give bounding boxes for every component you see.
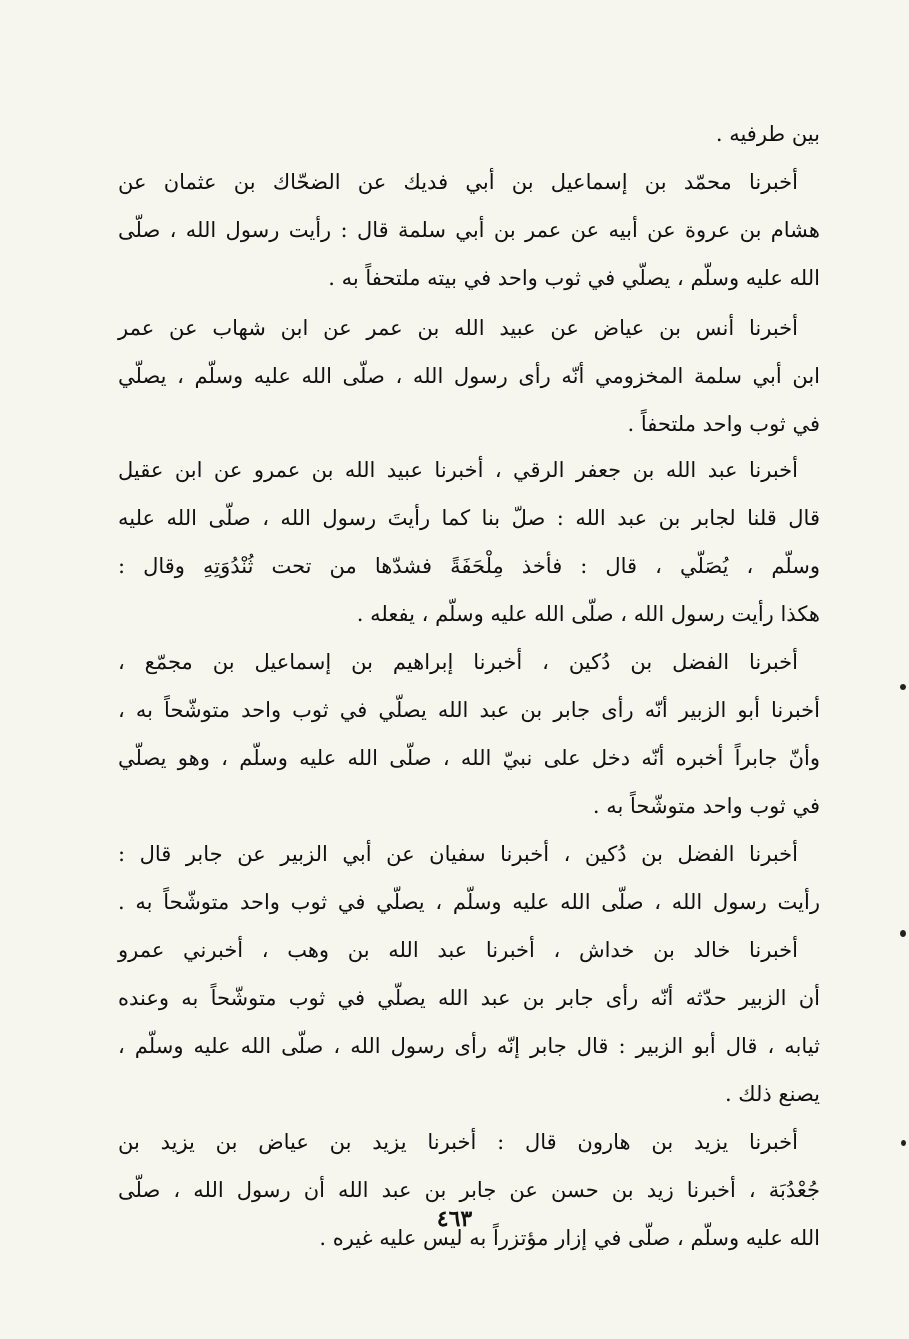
text-line: هشام بن عروة عن أبيه عن عمر بن أبي سلمة قال : رأيت رسول الله ، صلّى [118,218,820,242]
text-line: أخبرنا أنس بن عياض عن عبيد الله بن عمر عن ابن شهاب عن عمر [118,316,798,340]
text-line: هكذا رأيت رسول الله ، صلّى الله عليه وسلّم ، يفعله . [356,602,820,626]
text-line: قال قلنا لجابر بن عبد الله : صلّ بنا كما رأيتَ رسول الله ، صلّى الله عليه [118,506,820,530]
text-line: في ثوب واحد متوشّحاً به . [592,794,820,818]
text-line: الله عليه وسلّم ، يصلّي في ثوب واحد في بيته ملتحفاً به . [328,266,820,290]
text-line: يصنع ذلك . [724,1082,820,1106]
text-line: بين طرفيه . [715,122,820,146]
page-number: ٤٦٣ [436,1206,473,1232]
text-line: أخبرنا أبو الزبير أنّه رأى جابر بن عبد الله يصلّي في ثوب واحد متوشّحاً به ، [118,698,820,722]
text-line: ثيابه ، قال أبو الزبير : قال جابر إنّه رأى رسول الله ، صلّى الله عليه وسلّم ، [118,1034,820,1058]
text-line: وأنّ جابراً أخبره أنّه دخل على نبيّ الله ، صلّى الله عليه وسلّم ، وهو يصلّي [118,746,820,770]
text-line: أخبرنا خالد بن خداش ، أخبرنا عبد الله بن وهب ، أخبرني عمرو [118,938,798,962]
scan-speck [901,1140,906,1146]
scan-speck [900,684,906,690]
text-line: الله عليه وسلّم ، صلّى في إزار مؤتزراً به ليس عليه غيره . [319,1226,820,1250]
scan-speck [900,930,906,937]
text-line: جُعْدُبَة ، أخبرنا زيد بن حسن عن جابر بن عبد الله أن رسول الله ، صلّى [118,1178,820,1202]
text-line: أخبرنا الفضل بن دُكين ، أخبرنا سفيان عن أبي الزبير عن جابر قال : [118,842,798,866]
text-line: ابن أبي سلمة المخزومي أنّه رأى رسول الله ، صلّى الله عليه وسلّم ، يصلّي [118,364,820,388]
text-line: أخبرنا الفضل بن دُكين ، أخبرنا إبراهيم بن إسماعيل بن مجمّع ، [118,650,798,674]
text-line: أخبرنا يزيد بن هارون قال : أخبرنا يزيد بن عياض بن يزيد بن [118,1130,798,1154]
text-line: في ثوب واحد ملتحفاً . [627,412,820,436]
text-line: أن الزبير حدّثه أنّه رأى جابر بن عبد الله يصلّي في ثوب متوشّحاً به وعنده [118,986,820,1010]
text-line: رأيت رسول الله ، صلّى الله عليه وسلّم ، يصلّي في ثوب واحد متوشّحاً به . [118,890,820,914]
text-line: أخبرنا محمّد بن إسماعيل بن أبي فديك عن الضحّاك بن عثمان عن [118,170,798,194]
text-line: وسلّم ، يُصَلّي ، قال : فأخذ مِلْحَفَةً فشدّها من تحت ثُنْدُوَتِهِ وقال : [118,554,820,578]
text-line: أخبرنا عبد الله بن جعفر الرقي ، أخبرنا عبيد الله بن عمرو عن ابن عقيل [118,458,798,482]
